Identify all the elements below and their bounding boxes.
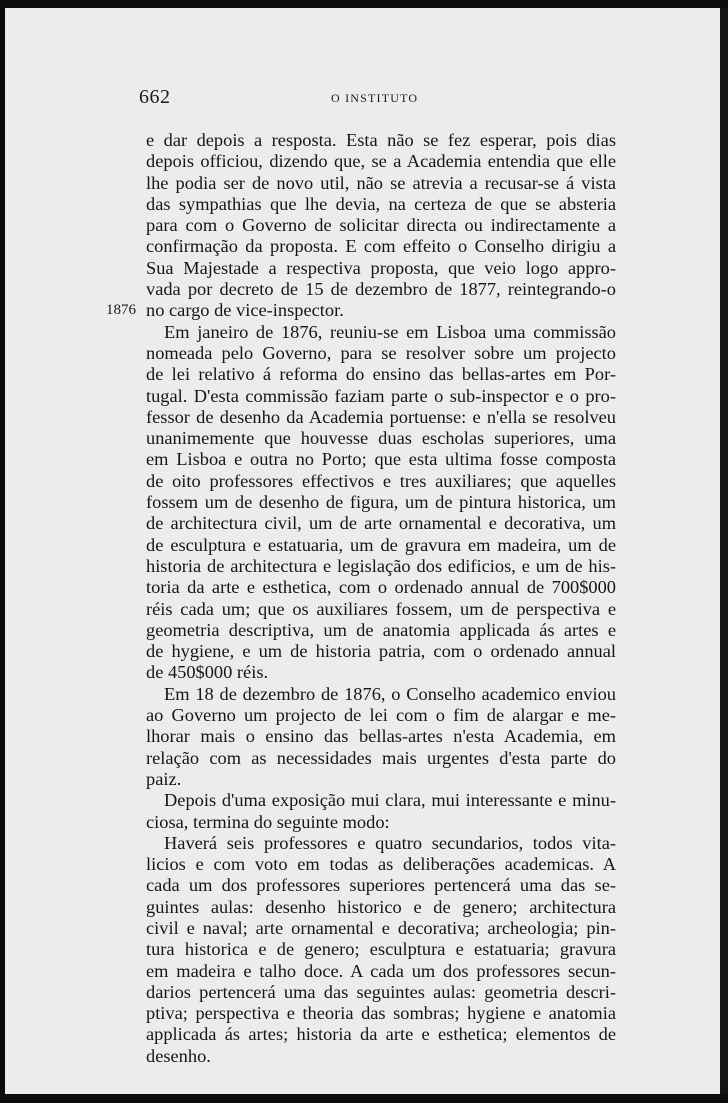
text-line: de hygiene, e um de historia patria, com o ordenado annual — [146, 641, 616, 662]
text-line: das sympathias que lhe devia, na certeza de que se absteria — [146, 193, 616, 214]
body-text — [146, 130, 616, 1067]
text-line: vada por decreto de 15 de dezembro de 1877, reintegrando-o — [146, 279, 616, 300]
text-line: de architectura civil, um de arte ornamental e decorativa, um — [146, 513, 616, 534]
text-line: ptiva; perspectiva e theoria das sombras; hygiene e anatomia — [146, 1003, 616, 1024]
text-line: tugal. D'esta commissão faziam parte o sub-inspector e o pro- — [146, 385, 616, 406]
text-line: e dar depois a resposta. Esta não se fez esperar, pois dias — [146, 130, 616, 150]
text-line: confirmação da proposta. E com effeito o Conselho dirigiu a — [146, 236, 616, 257]
text-line: ao Governo um projecto de lei com o fim de alargar e me- — [146, 705, 616, 726]
text-line: historia de architectura e legislação dos edificios, e um de his- — [146, 555, 616, 576]
text-line: unanimemente que houvesse duas escholas superiores, uma — [146, 428, 616, 449]
text-line: Depois d'uma exposição mui clara, mui interessante e minu- — [164, 790, 616, 811]
text-line: tura historica e de genero; esculptura e estatuaria; gravura — [146, 939, 616, 960]
margin-year-note: 1876 — [106, 302, 136, 318]
text-line: licios e com voto em todas as deliberações academicas. A — [146, 854, 616, 875]
text-line: em Lisboa e outra no Porto; que esta ultima fosse composta — [146, 449, 616, 470]
text-line: toria da arte e esthetica, com o ordenado annual de 700$000 — [146, 577, 616, 598]
text-line: guintes aulas: desenho historico e de genero; architectura — [146, 896, 616, 917]
text-line: civil e naval; arte ornamental e decorativa; archeologia; pin- — [146, 917, 616, 938]
text-line: Em 18 de dezembro de 1876, o Conselho academico enviou — [164, 683, 616, 704]
scan-border — [720, 8, 728, 1094]
text-line: de oito professores effectivos e tres auxiliares; que aquelles — [146, 470, 616, 491]
text-line: geometria descriptiva, um de anatomia applicada ás artes e — [146, 619, 616, 640]
text-line: de lei relativo á reforma do ensino das bellas-artes em Por- — [146, 364, 616, 385]
running-title: O INSTITUTO — [331, 91, 419, 105]
text-line: de 450$000 réis. — [146, 662, 269, 683]
text-line: applicada ás artes; historia da arte e esthetica; elementos de — [146, 1024, 616, 1045]
text-line: lhorar mais o ensino das bellas-artes n'esta Academia, em — [146, 726, 616, 747]
text-line: em madeira e talho doce. A cada um dos professores secun- — [146, 960, 616, 981]
text-line: no cargo de vice-inspector. — [146, 300, 344, 321]
text-line: Haverá seis professores e quatro secundarios, todos vita- — [164, 832, 616, 853]
text-line: réis cada um; que os auxiliares fossem, um de perspectiva e — [146, 598, 616, 619]
text-line: lhe podia ser de novo util, não se atrevia a recusar-se á vista — [146, 172, 616, 193]
text-line: darios pertencerá uma das seguintes aulas: geometria descri- — [146, 981, 616, 1002]
text-line: fossem um de desenho de figura, um de pintura historica, um — [146, 492, 616, 513]
text-line: ciosa, termina do seguinte modo: — [146, 811, 390, 832]
text-line: Em janeiro de 1876, reuniu-se em Lisboa uma commissão — [164, 321, 616, 342]
text-line: cada um dos professores superiores pertencerá uma das se- — [146, 875, 616, 896]
text-line: de esculptura e estatuaria, um de gravura em madeira, um de — [146, 534, 616, 555]
text-line: paiz. — [146, 768, 182, 789]
page-number: 662 — [139, 86, 171, 108]
text-line: desenho. — [146, 1045, 211, 1066]
text-line: Sua Majestade a respectiva proposta, que veio logo appro- — [146, 257, 616, 278]
text-line: depois officiou, dizendo que, se a Academia entendia que elle — [146, 151, 616, 172]
text-line: relação com as necessidades mais urgentes d'esta parte do — [146, 747, 616, 768]
page-header — [139, 86, 619, 110]
text-line: para com o Governo de solicitar directa ou indirectamente a — [146, 215, 616, 236]
text-line: nomeada pelo Governo, para se resolver sobre um projecto — [146, 342, 616, 363]
text-line: fessor de desenho da Academia portuense: e n'ella se resolveu — [146, 406, 616, 427]
